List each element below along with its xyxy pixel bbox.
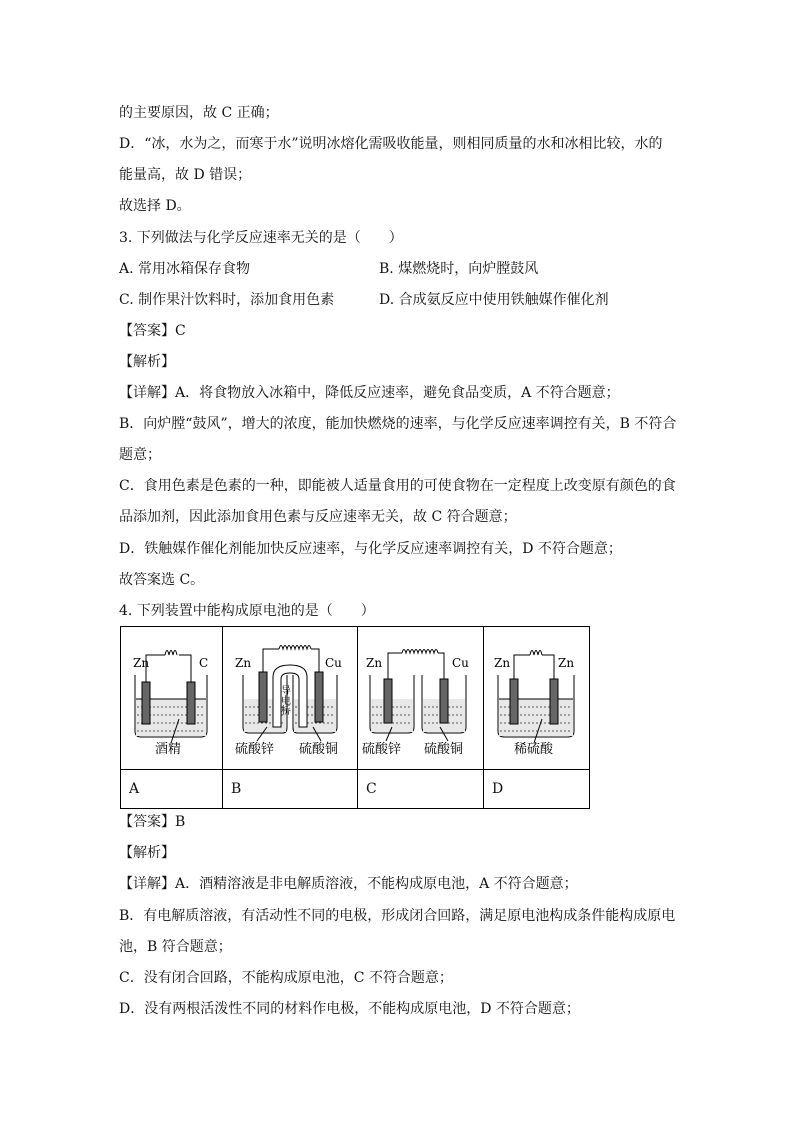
figure-d-cell [484,627,590,770]
solution-label: 硫酸锌 [362,742,402,757]
q3-option-c: C. 制作果汁饮料时，添加食用色素 [119,292,335,308]
q3-explanation-line: B．向炉膛“鼓风”，增大的浓度，能加快燃烧的速率，与化学反应速率调控有关，B 不符合 [119,416,677,432]
electrode-label: Cu [325,656,342,670]
q3-explanation-line: D．铁触媒作催化剂能加快反应速率，与化学反应速率调控有关，D 不符合题意； [119,541,622,557]
text-line: 能量高，故 D 错误； [119,167,252,183]
q4-explanation-line: C．没有闭合回路，不能构成原电池，C 不符合题意； [119,970,453,986]
q3-explanation-line: 品添加剂，因此添加食用色素与反应速率无关，故 C 符合题意； [119,509,517,525]
electrode-label: Cu [452,656,469,670]
q3-explanation-line: 题意； [119,447,161,463]
solution-label: 硫酸铜 [424,742,464,757]
electrode-label: Zn [558,656,575,670]
electrode-label: Zn [133,656,150,670]
q3-conclusion: 故答案选 C。 [119,572,205,588]
option-label-b: B [223,770,358,809]
q3-explanation-line: C．食用色素是色素的一种，即能被人适量食用的可使食物在一定程度上改变原有颜色的食 [119,478,676,494]
figure-b-cell [223,627,358,770]
q3-option-a: A. 常用冰箱保存食物 [119,261,251,277]
q3-explanation-line: 【详解】A．将食物放入冰箱中，降低反应速率，避免食品变质，A 不符合题意； [119,385,620,401]
figure-a-cell [121,627,223,770]
apparatus-c-diagram [358,627,483,765]
electrode-label: Zn [494,656,511,670]
electrode-label: Zn [235,656,252,670]
q4-analysis-heading: 【解析】 [119,845,175,861]
q4-explanation-line: B．有电解质溶液，有活动性不同的电极，形成闭合回路，满足原电池构成条件能构成原电 [119,908,676,924]
apparatus-d-diagram [484,627,589,765]
question-4-title: 4. 下列装置中能构成原电池的是（ ） [119,603,375,619]
option-label-d: D [484,770,590,809]
solution-label: 酒精 [155,742,182,757]
bridge-label: 导电桥 [278,685,290,715]
q3-option-b: B. 煤燃烧时，向炉膛鼓风 [379,261,539,277]
q4-explanation-line: 【详解】A．酒精溶液是非电解质溶液，不能构成原电池，A 不符合题意； [119,876,578,892]
option-label-a: A [121,770,223,809]
text-line: D．“冰，水为之，而寒于水”说明冰熔化需吸收能量，则相同质量的水和冰相比较，水的 [119,136,663,152]
text-line: 的主要原因，故 C 正确； [119,105,279,121]
solution-label: 稀硫酸 [514,742,554,757]
q3-option-d: D. 合成氨反应中使用铁触媒作催化剂 [379,292,609,308]
electrode-label: C [199,656,209,670]
solution-label: 硫酸锌 [235,742,275,757]
apparatus-table [120,626,590,809]
text-line: 故选择 D。 [119,198,191,214]
q3-answer: 【答案】C [119,323,186,339]
q4-answer: 【答案】B [119,814,186,830]
apparatus-b-diagram [223,627,357,765]
apparatus-a-diagram [121,627,222,765]
figure-c-cell [358,627,484,770]
q4-explanation-line: 池，B 符合题意； [119,939,232,955]
q3-analysis-heading: 【解析】 [119,354,175,370]
question-3-title: 3. 下列做法与化学反应速率无关的是（ ） [119,230,403,246]
option-label-c: C [358,770,484,809]
solution-label: 硫酸铜 [299,742,339,757]
electrode-label: Zn [366,656,383,670]
q4-explanation-line: D．没有两根活泼性不同的材料作电极，不能构成原电池，D 不符合题意； [119,1001,580,1017]
